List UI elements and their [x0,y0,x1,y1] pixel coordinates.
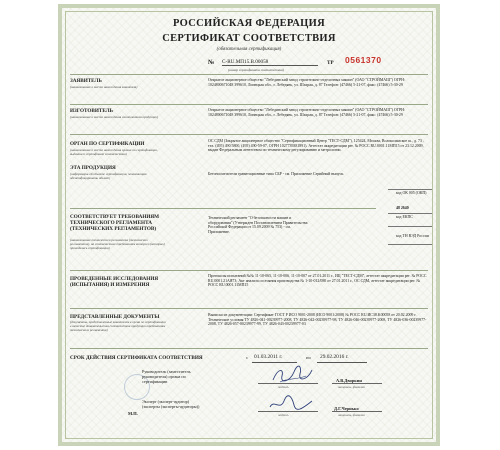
reglament-note: (наименование технического регламента (технических регламентов), на соответствие требованиям которого (которых) проводилась сертификация) [70,238,165,250]
signature-caption: подпись [278,385,289,389]
stamp-place-label: М.П. [128,411,138,416]
name-line [332,411,382,412]
validity-from-date: 01.03.2011 г. [254,354,283,360]
okp-code-value: 48 2640 [396,206,409,210]
header-title: СЕРТИФИКАТ СООТВЕТСТВИЯ [162,33,336,44]
product-note: (информация об объекте сертификации, позволяющая идентифицировать объект) [70,172,147,180]
divider [70,308,428,309]
tnved-code-label: код ТН ВЭД России [396,234,429,238]
name-caption: инициалы, фамилия [338,385,365,389]
signature-line [258,411,318,412]
validity-to-word: по [306,355,311,360]
validity-prefix: с [246,355,249,360]
name-caption: инициалы, фамилия [338,413,365,417]
divider [70,208,376,209]
tests-label: ПРОВЕДЕННЫЕ ИССЛЕДОВАНИЯ (ИСПЫТАНИЯ) И ИЗМЕРЕНИЯ [70,276,159,288]
date-underline [252,362,297,363]
reglament-label: СООТВЕТСТВУЕТ ТРЕБОВАНИЯМ ТЕХНИЧЕСКОГО РЕГЛАМЕНТА (ТЕХНИЧЕСКИХ РЕГЛАМЕНТОВ) [70,214,160,232]
applicant-details: Открытое акционерное общество "Лебединский завод строительно-отделочных машин" (ОАО "СТРОЙМАШ") ОГРН: 1024800671048 399610, Липецкая обл., г. Лебедянь, ул. Шахрая, д. 87 Телефон: (47466) 5-21-07, факс: (47466) 5-30-29 [208,78,406,87]
applicant-label: ЗАЯВИТЕЛЬ [70,78,102,84]
code-divider [388,189,432,190]
cert-body-details: ОС СДМ (Закрытое акционерное общество "Сертификационный Центр "ТЕСТ-СДМ"), 125424, Москва, Волоколамское ш., д. 73 , тел. (495) 490 5800, (495) 490-59-07, ОГРН 1027739381891). Аттестат аккредитации рег. № РОСС RU.0001.11МП15 от 23.12.2009, выдан Федеральным агентством по техническому регулированию и метрологии. [208,139,424,153]
certificate-number: C-RU.МП15.В.00058 [222,59,318,66]
divider [70,270,428,271]
code-divider [388,226,432,227]
header-country: РОССИЙСКАЯ ФЕДЕРАЦИЯ [173,18,325,29]
ekps-code-label: код ЕКПС [396,215,413,219]
head-signatory-label: Руководитель (заместитель руководителя) органа по сертификации [142,369,191,384]
documents-details: Выписка из документации: Сертификат ГОСТ Р ИСО 9001-2008 (ИСО 9001:2008) № РОСС RU.ИС38.K00058 от 20.02.2009 г. Технические условия ТУ 4826-041-00239977-2008, ТУ 4826-042-00239977-98, ТУ 4826-046-00239977-2008, ТУ 4826-036-00239977-2008, ТУ 4826-057-00239977-99, ТУ 4826-043-00239977-03 [208,313,427,327]
documents-label: ПРЕДСТАВЛЕННЫЕ ДОКУМЕНТЫ [70,314,160,320]
certificate-number-caption: (номер сертификата соответствия) [228,68,284,72]
series-label: ТР [327,60,334,66]
reglament-details: Технический регламент "О безопасности машин и оборудования" (Утвержден Постановлением Правительства Российской Федерации от 15.09.2009 № 753) - см. Приложение. [208,216,308,234]
product-details: Бетоносмесители гравитационные типа СБР - см. Приложение Серийный выпуск. [208,172,345,176]
blank-serial-number: 0561370 [345,55,382,65]
validity-label: СРОК ДЕЙСТВИЯ СЕРТИФИКАТА СООТВЕТСТВИЯ [70,355,203,361]
signature-line [258,383,318,384]
documents-note: (документы, представленные заявителем в орган по сертификации в качестве доказательства соответствия продукции требованиям технического регламента) [70,320,166,332]
tests-details: Протоколы испытаний №№ 11-10-065, 11-10-006, 11-10-007 от 27.01.2011 г., ИЦ "ТЕСТ-СДМ", аттестат аккредитации рег. № РОСС RU.0001.21АЯ73; Акт анализа состояния производства № 1-10-012/080 от 27.01.2011 г., ОС СДМ, аттестат аккредитации рег. № РОСС RU.0001.11МП15 [208,274,427,288]
divider [70,348,428,349]
head-signatory-name: А.В.Дворкин [336,378,362,383]
name-line [332,383,382,384]
expert-signatory-label: Эксперт (эксперт-аудитор) (эксперты (эксперты-аудиторы)) [142,399,200,409]
manufacturer-label: ИЗГОТОВИТЕЛЬ [70,108,114,114]
applicant-note: (наименование и место нахождения заявителя) [70,85,138,89]
date-underline [317,362,367,363]
certificate-document [58,4,440,446]
product-label: ЭТА ПРОДУКЦИЯ [70,165,116,171]
number-label: № [208,59,215,66]
cert-body-label: ОРГАН ПО СЕРТИФИКАЦИИ [70,141,145,147]
manufacturer-details: Открытое акционерное общество "Лебединский завод строительно-отделочных машин" (ОАО "СТРОЙМАШ") ОГРН: 1024800671048 399610, Липецкая обл., г. Лебедянь, ул. Шахрая, д. 87 Телефон: (47466) 5-21-07, факс: (47466) 5-30-29 [208,108,406,117]
code-divider [388,213,432,214]
manufacturer-note: (наименование и место нахождения изготовителя продукции) [70,115,159,119]
divider [70,134,428,135]
header-subtitle: (обязательная сертификация) [216,47,282,52]
divider [70,74,428,75]
code-divider [388,244,432,245]
divider [70,104,428,105]
okp-code-label: код ОК 005 (ОКП) [396,191,427,195]
expert-signatory-name: Д.Г.Чернько [334,406,359,411]
validity-to-date: 29.02.2016 г. [320,354,349,360]
signature-caption: подпись [278,413,289,417]
cert-body-note: (наименование и место нахождения органа по сертификации, выдавшего сертификат соответствия) [70,148,158,156]
